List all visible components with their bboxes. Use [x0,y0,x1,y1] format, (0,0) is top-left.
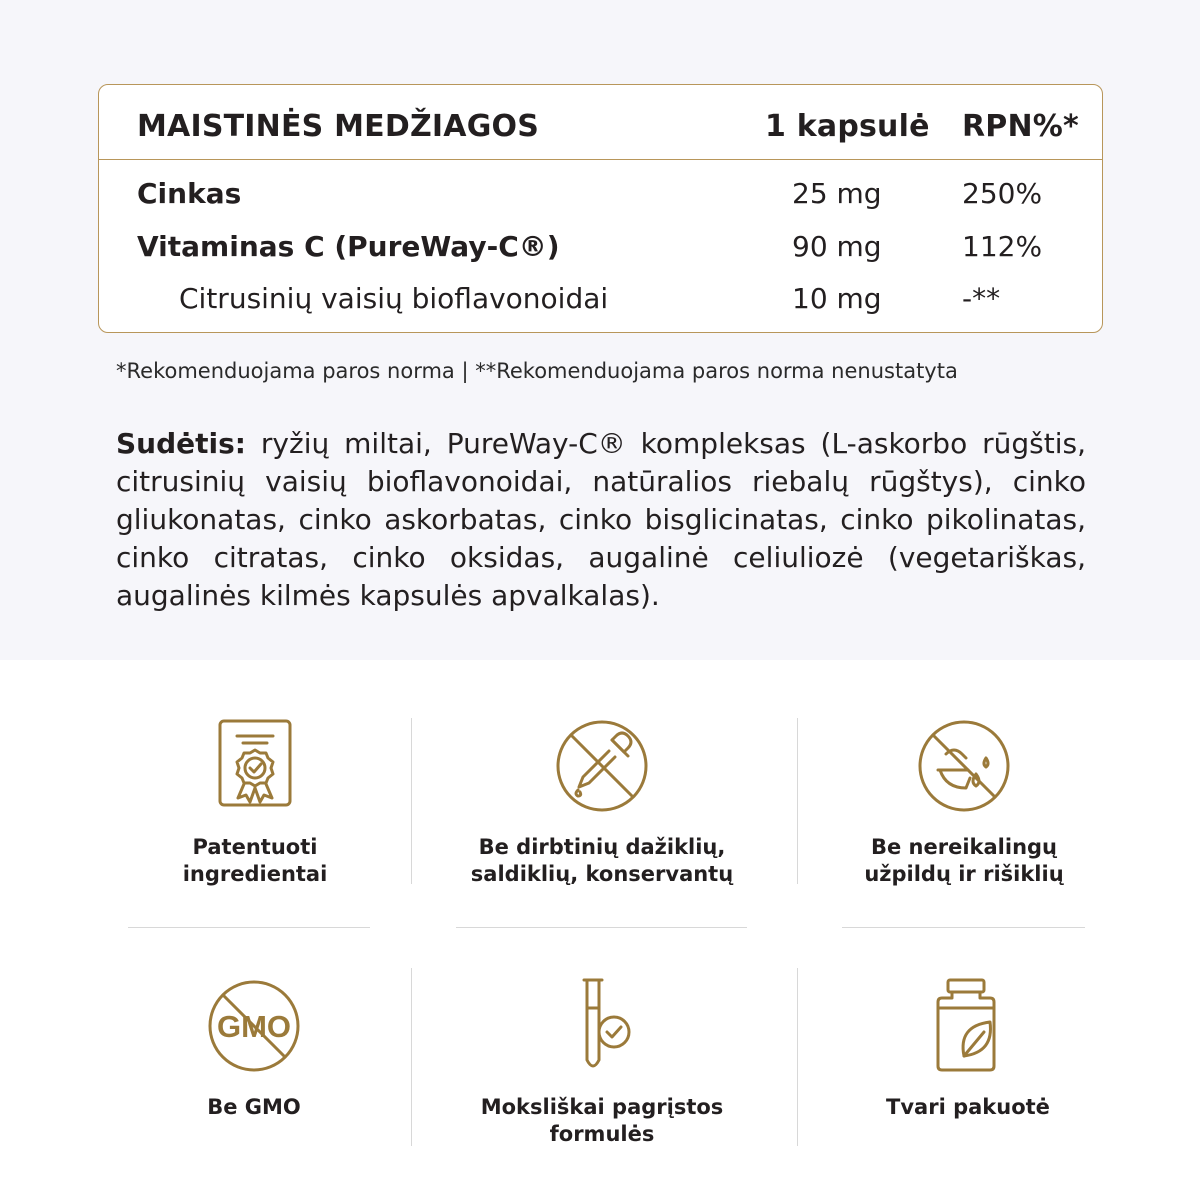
feature-label-line: Be dirbtinių dažiklių, [478,835,726,859]
feature-label-line: užpildų ir rišiklių [864,862,1064,886]
feature-label-line: saldiklių, konservantų [470,862,734,886]
table-footnote: *Rekomenduojama paros norma | **Rekomenduojama paros norma nenustatyta [116,359,958,383]
feature-label [452,1094,752,1148]
divider [411,718,412,884]
row-dose: 25 mg [792,177,882,210]
feature-no-fillers [814,718,1114,888]
header-nutrients: MAISTINĖS MEDŽIAGOS [137,109,540,144]
composition-body: ryžių miltai, PureWay-C® kompleksas (L-askorbo rūgštis, citrusinių vaisių bioflavonoidai, natūralios riebalų rūgštys), cinko gliukonatas, cinko askorbatas, cinko bisglicinatas, cinko pikolinatas, cinko citratas, cinko oksidas, augalinė celiuliozė (vegetariškas, augalinės kilmės kapsulės apvalkalas). [116,427,1086,612]
feature-label-line: Be GMO [207,1095,301,1119]
test-tube-check-icon [554,978,650,1074]
svg-text:GMO: GMO [216,1009,292,1044]
feature-patented [105,718,405,888]
row-name: Cinkas [137,177,242,210]
features-grid [0,660,1200,1199]
feature-label [814,834,1114,888]
feature-label [104,1094,404,1121]
feature-label-line: ingredientai [182,862,328,886]
table-row [99,177,1102,227]
feature-label-line: Patentuoti [192,835,318,859]
no-dropper-icon [554,718,650,814]
header-rpn: RPN%* [962,109,1079,144]
feature-science [452,978,752,1148]
row-dose: 90 mg [792,230,882,263]
divider [797,968,798,1146]
feature-no-gmo [104,978,404,1121]
nutrition-table [98,84,1103,333]
feature-label [818,1094,1118,1121]
no-fillers-icon [916,718,1012,814]
row-rpn: -** [962,282,1001,315]
table-row [99,230,1102,280]
feature-sustainable [818,978,1118,1121]
feature-no-artificial [452,718,752,888]
divider [411,968,412,1146]
feature-label-line: formulės [549,1122,655,1146]
row-dose: 10 mg [792,282,882,315]
certificate-icon [207,718,303,814]
composition-text [116,425,1086,615]
jar-leaf-icon [920,978,1016,1074]
divider [797,718,798,884]
table-row [99,282,1102,332]
divider [456,927,747,928]
feature-label [452,834,752,888]
row-rpn: 250% [962,177,1043,210]
divider [842,927,1085,928]
no-gmo-icon [206,978,302,1074]
row-rpn: 112% [962,230,1043,263]
feature-label-line: Moksliškai pagrįstos [480,1095,724,1119]
feature-label-line: Be nereikalingų [870,835,1058,859]
composition-label: Sudėtis: [116,427,246,460]
divider [128,927,370,928]
table-header [99,85,1102,160]
row-name: Citrusinių vaisių bioflavonoidai [179,282,609,315]
row-name: Vitaminas C (PureWay-C®) [137,230,560,263]
feature-label-line: Tvari pakuotė [886,1095,1050,1119]
header-per-capsule: 1 kapsulė [765,109,930,144]
feature-label [105,834,405,888]
